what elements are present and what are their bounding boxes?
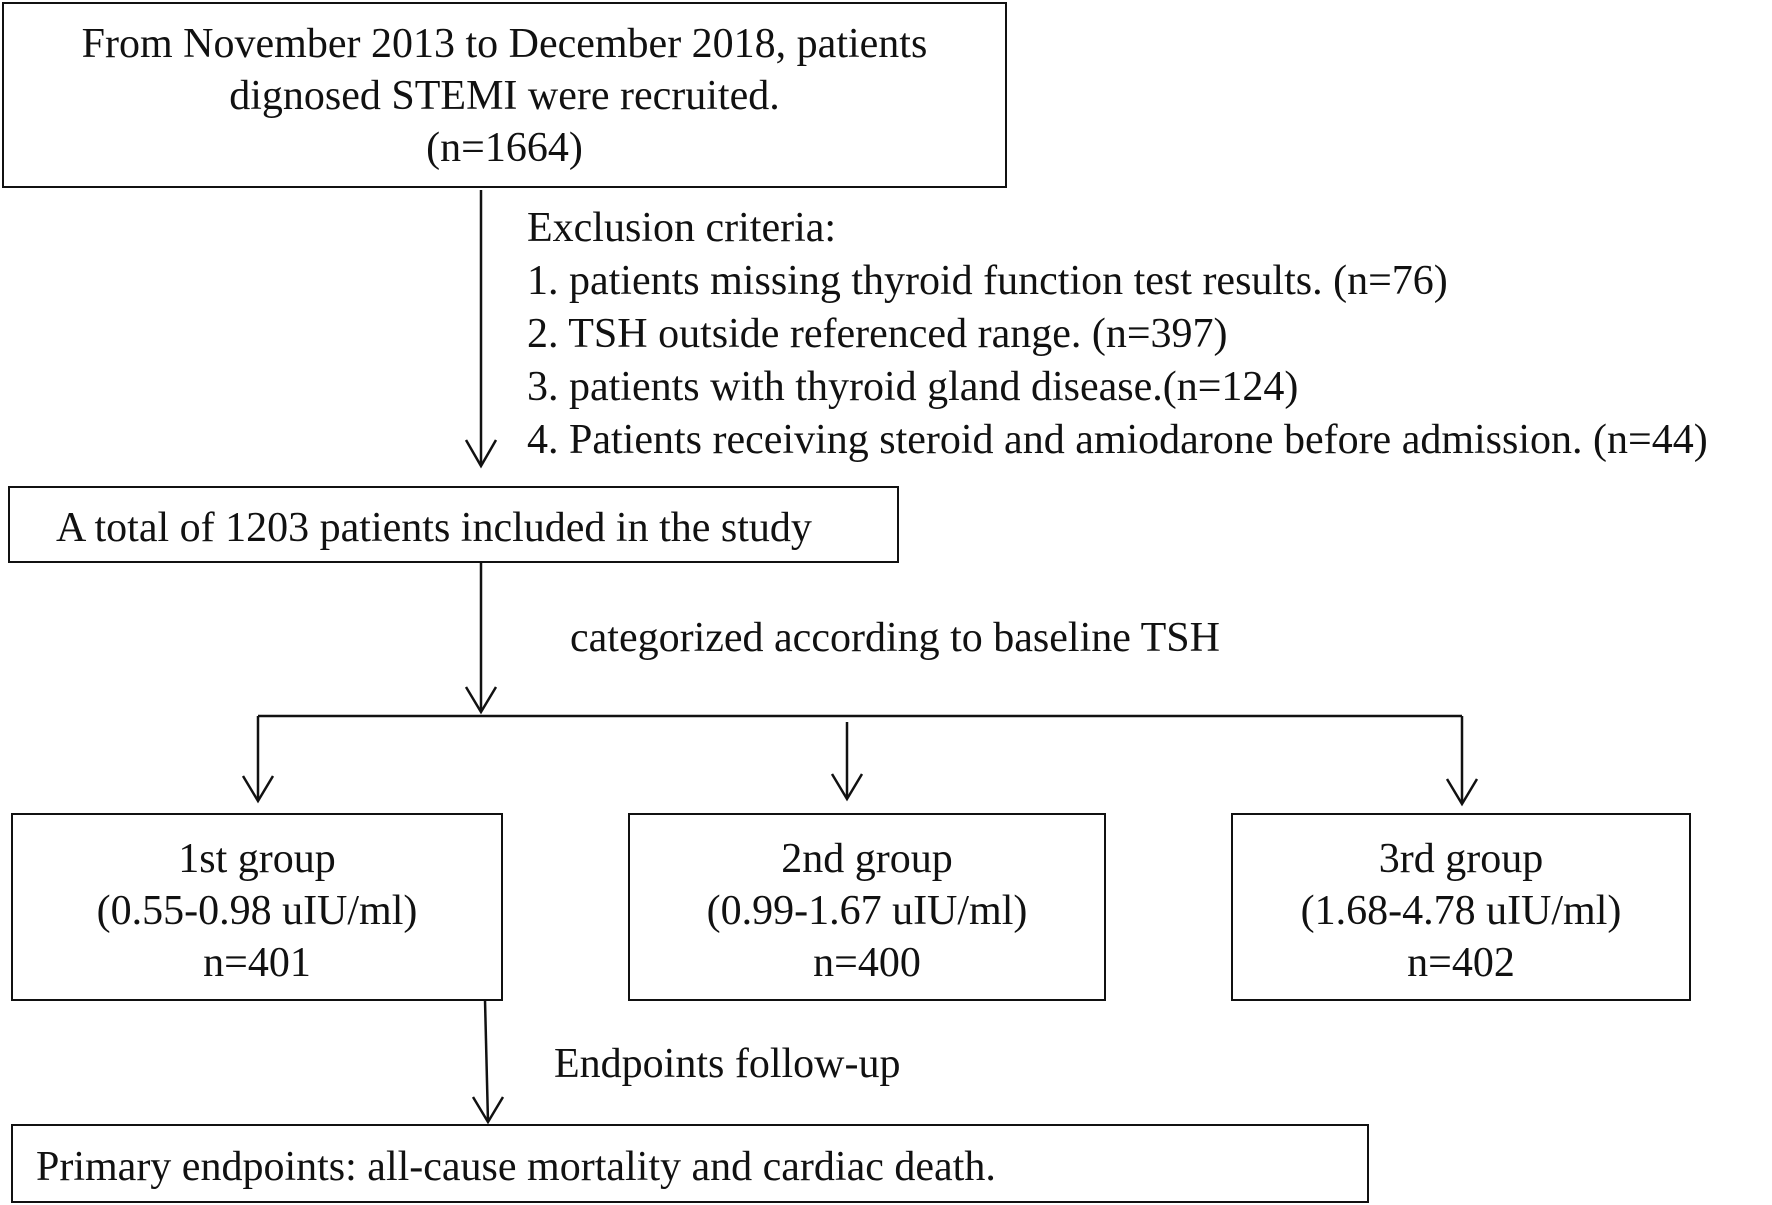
exclusion-item-3: 3. patients with thyroid gland disease.(n=124) [527, 364, 1299, 410]
exclusion-item-4: 4. Patients receiving steroid and amiodarone before admission. (n=44) [527, 417, 1708, 463]
group-1-name: 1st group [178, 836, 336, 882]
included-text: A total of 1203 patients included in the study [56, 505, 812, 551]
group-3-range: (1.68-4.78 uIU/ml) [1300, 888, 1622, 934]
group-2-name: 2nd group [781, 836, 953, 882]
group-3-count: n=402 [1407, 940, 1515, 986]
recruitment-box [2, 2, 1007, 188]
group-box-2 [628, 813, 1106, 1001]
exclusion-heading: Exclusion criteria: [527, 205, 837, 251]
endpoint-text: Primary endpoints: all-cause mortality and cardiac death. [36, 1144, 996, 1190]
categorize-label: categorized according to baseline TSH [570, 615, 1220, 661]
followup-label: Endpoints follow-up [554, 1041, 901, 1087]
group-box-3 [1231, 813, 1691, 1001]
group-1-range: (0.55-0.98 uIU/ml) [96, 888, 418, 934]
endpoint-box [11, 1124, 1369, 1203]
recruitment-line-1: From November 2013 to December 2018, patients [81, 21, 928, 67]
exclusion-item-2: 2. TSH outside referenced range. (n=397) [527, 311, 1228, 357]
group-2-range: (0.99-1.67 uIU/ml) [706, 888, 1028, 934]
group-box-1 [11, 813, 503, 1001]
group-2-count: n=400 [813, 940, 921, 986]
recruitment-line-2: dignosed STEMI were recruited. [229, 73, 780, 119]
recruitment-line-3: (n=1664) [426, 125, 583, 171]
arrow-group-to-endpoint [485, 1000, 488, 1122]
group-3-name: 3rd group [1378, 836, 1544, 882]
group-1-count: n=401 [203, 940, 311, 986]
exclusion-item-1: 1. patients missing thyroid function test results. (n=76) [527, 258, 1448, 304]
included-box [8, 486, 899, 563]
